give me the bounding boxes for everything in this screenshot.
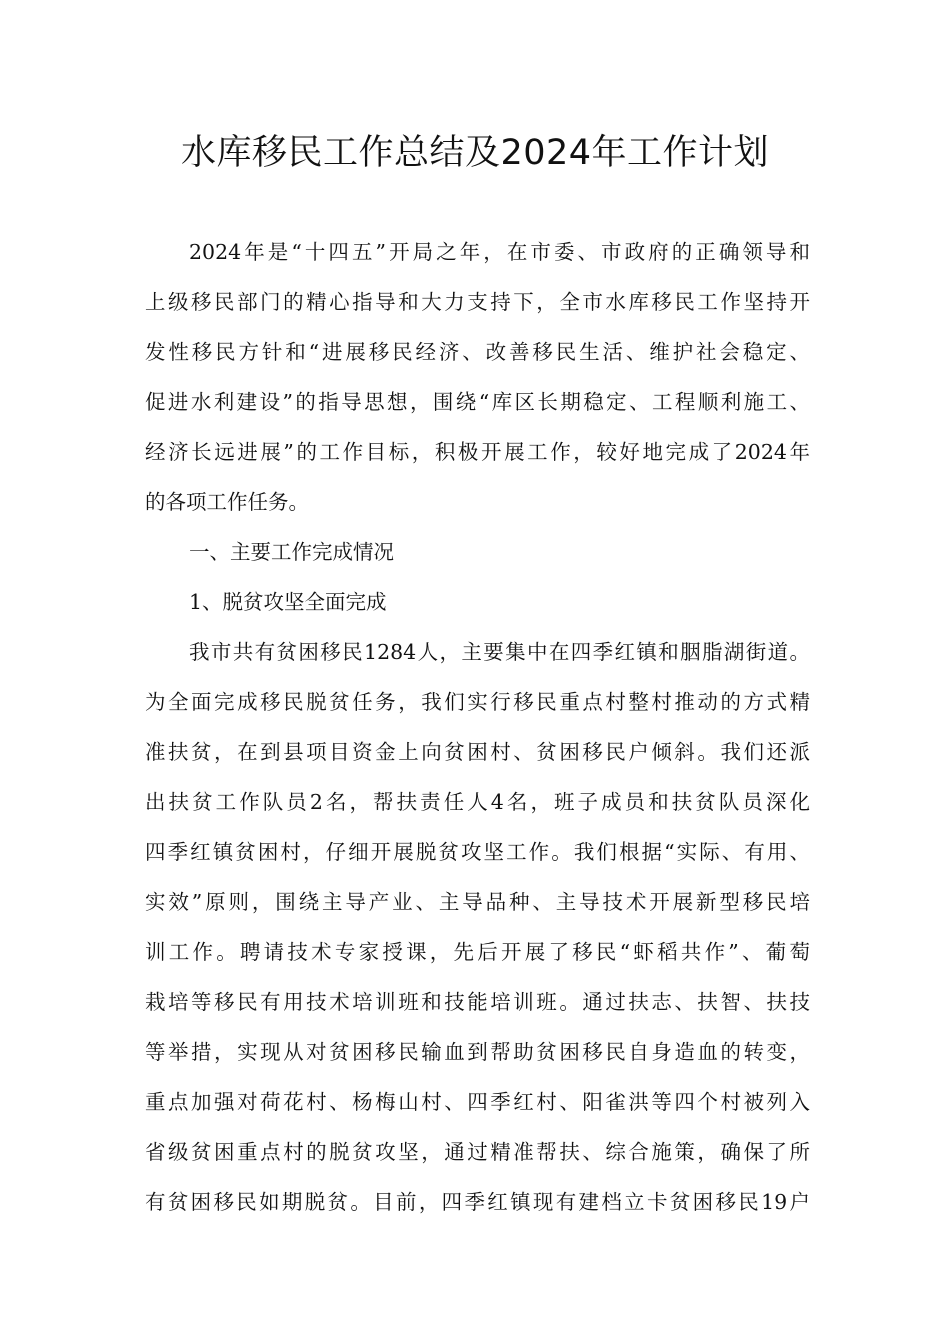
body-text-line: 2024年是“十四五”开局之年，在市委、市政府的正确领导和 xyxy=(189,240,810,264)
body-text-line: 出扶贫工作队员2名，帮扶责任人4名，班子成员和扶贫队员深化 xyxy=(145,790,810,814)
body-text-line: 等举措，实现从对贫困移民输血到帮助贫困移民自身造血的转变， xyxy=(145,1040,810,1064)
body-text-line: 准扶贫，在到县项目资金上向贫困村、贫困移民户倾斜。我们还派 xyxy=(145,740,810,764)
body-text-line: 我市共有贫困移民1284人，主要集中在四季红镇和胭脂湖街道。 xyxy=(189,640,810,664)
body-text-line: 实效”原则，围绕主导产业、主导品种、主导技术开展新型移民培 xyxy=(145,890,810,914)
body-text-line: 的各项工作任务。 xyxy=(145,490,309,514)
body-text-line: 有贫困移民如期脱贫。目前，四季红镇现有建档立卡贫困移民19户 xyxy=(145,1190,810,1214)
body-text-line: 栽培等移民有用技术培训班和技能培训班。通过扶志、扶智、扶技 xyxy=(145,990,810,1014)
document-body xyxy=(145,232,810,1232)
body-text-line: 发性移民方针和“进展移民经济、改善移民生活、维护社会稳定、 xyxy=(145,340,810,364)
document-title: 水库移民工作总结及2024年工作计划 xyxy=(180,133,770,173)
body-text-line: 一、主要工作完成情况 xyxy=(189,540,394,564)
body-text-line: 经济长远进展”的工作目标，积极开展工作，较好地完成了2024年 xyxy=(145,440,810,464)
body-text-line: 为全面完成移民脱贫任务，我们实行移民重点村整村推动的方式精 xyxy=(145,690,810,714)
body-text-line: 1、脱贫攻坚全面完成 xyxy=(189,590,387,614)
body-text-line: 省级贫困重点村的脱贫攻坚，通过精准帮扶、综合施策，确保了所 xyxy=(145,1140,810,1164)
body-text-line: 重点加强对荷花村、杨梅山村、四季红村、阳雀洪等四个村被列入 xyxy=(145,1090,810,1114)
body-text-line: 训工作。聘请技术专家授课，先后开展了移民“虾稻共作”、葡萄 xyxy=(145,940,810,964)
body-text-line: 四季红镇贫困村，仔细开展脱贫攻坚工作。我们根据“实际、有用、 xyxy=(145,840,810,864)
body-text-line: 上级移民部门的精心指导和大力支持下，全市水库移民工作坚持开 xyxy=(145,290,810,314)
body-text-line: 促进水利建设”的指导思想，围绕“库区长期稳定、工程顺利施工、 xyxy=(145,390,810,414)
